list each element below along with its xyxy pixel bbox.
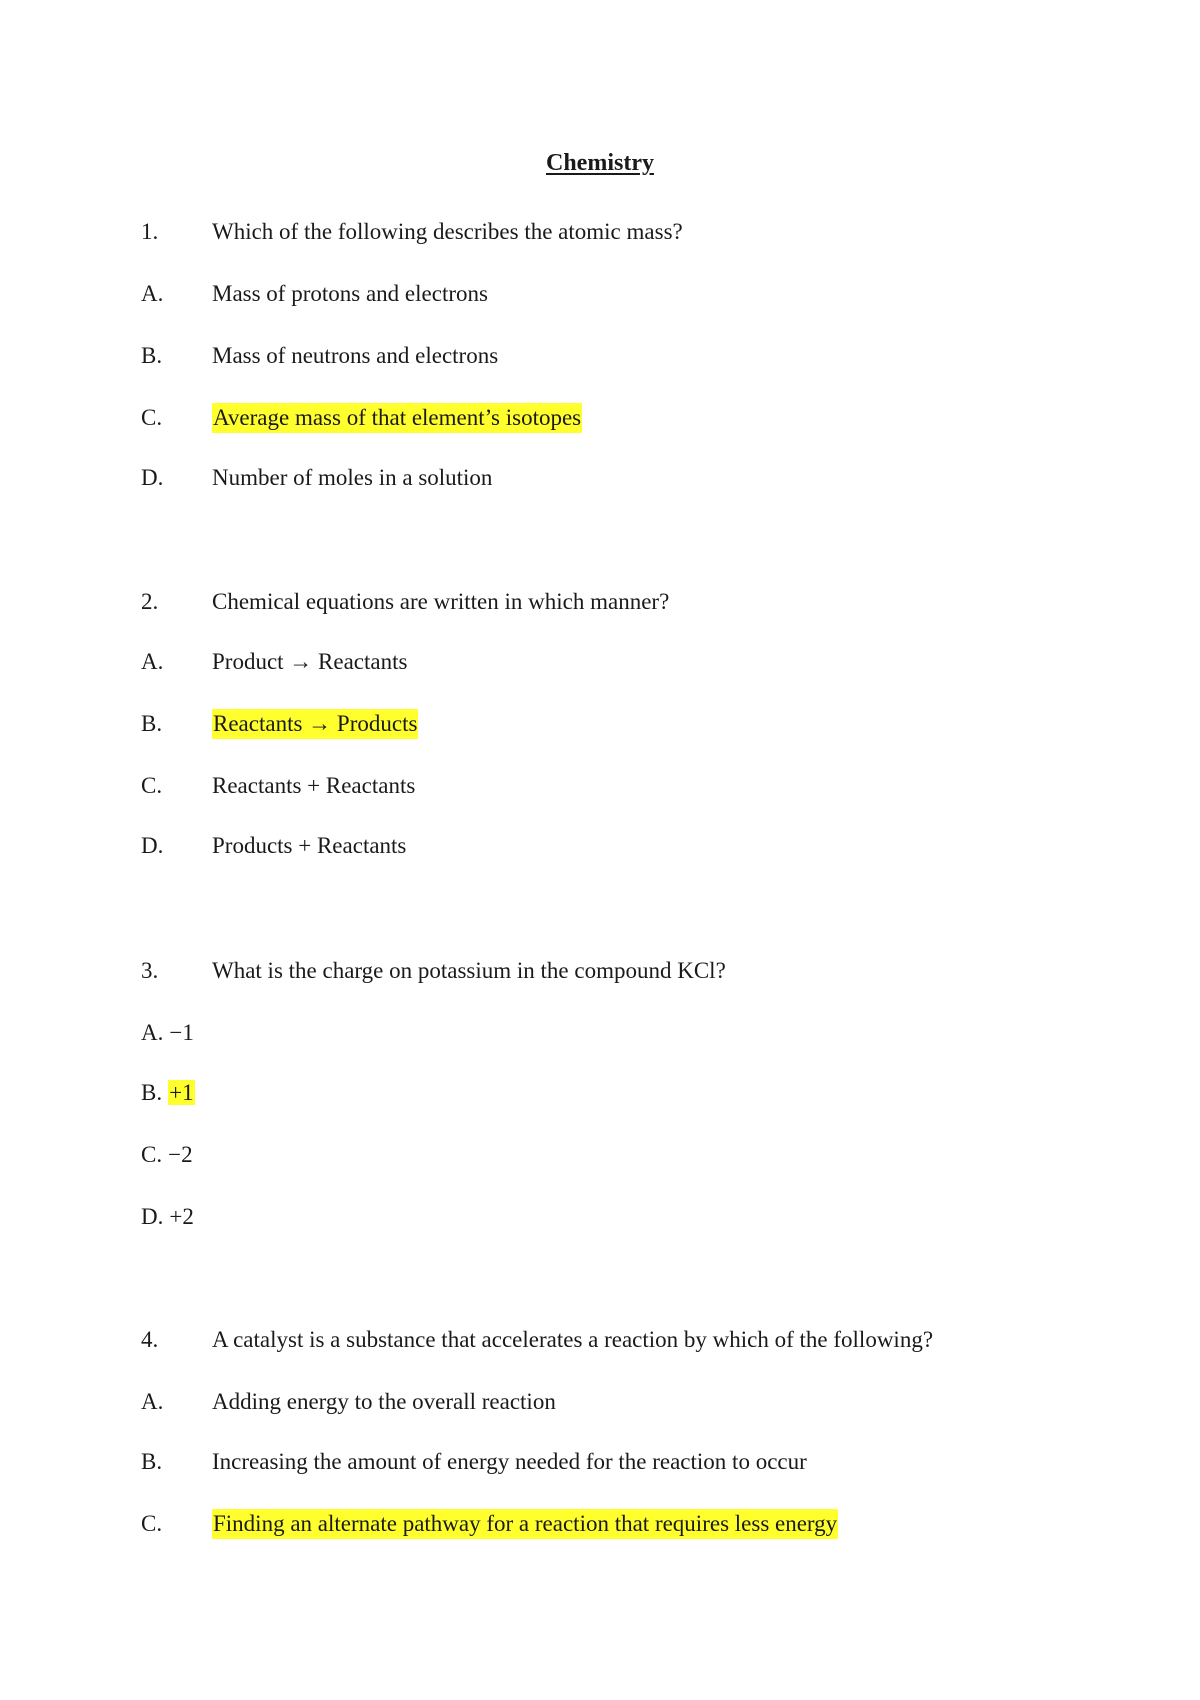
option-text: Number of moles in a solution xyxy=(212,465,493,490)
q3-option-b xyxy=(141,1078,195,1108)
page-title: Chemistry xyxy=(546,150,654,176)
question-text: A catalyst is a substance that accelerates a reaction by which of the following? xyxy=(212,1327,934,1352)
option-label: B. xyxy=(141,1449,163,1474)
q3-option-a xyxy=(141,1018,194,1048)
question-number: 1. xyxy=(141,219,159,244)
option-text: Adding energy to the overall reaction xyxy=(212,1389,556,1414)
option-text-highlighted: +1 xyxy=(169,1080,194,1105)
option-label: B. xyxy=(141,343,163,368)
option-text-highlighted: Average mass of that element’s isotopes xyxy=(212,403,582,433)
question-text: Chemical equations are written in which manner? xyxy=(212,589,670,614)
option-text-highlighted: Reactants → Products xyxy=(212,709,418,739)
question-number: 2. xyxy=(141,589,159,614)
option-text: −2 xyxy=(168,1142,193,1167)
option-text: Products + Reactants xyxy=(212,833,407,858)
option-label: A. xyxy=(141,1020,164,1045)
option-label: A. xyxy=(141,281,164,306)
option-label: D. xyxy=(141,1204,164,1229)
option-text: Product → Reactants xyxy=(212,649,408,674)
question-number: 3. xyxy=(141,958,159,983)
option-label: B. xyxy=(141,711,163,736)
option-text-highlighted: Finding an alternate pathway for a reaction that requires less energy xyxy=(212,1509,838,1539)
question-text: Which of the following describes the atomic mass? xyxy=(212,219,683,244)
option-label: B. xyxy=(141,1080,163,1105)
option-text: +2 xyxy=(169,1204,194,1229)
option-text: Mass of protons and electrons xyxy=(212,281,488,306)
option-label: D. xyxy=(141,465,164,490)
option-text: Mass of neutrons and electrons xyxy=(212,343,499,368)
option-label: C. xyxy=(141,1511,163,1536)
option-label: C. xyxy=(141,1142,163,1167)
question-number: 4. xyxy=(141,1327,159,1352)
option-text: Increasing the amount of energy needed for the reaction to occur xyxy=(212,1449,807,1474)
option-label: C. xyxy=(141,405,163,430)
option-label: A. xyxy=(141,1389,164,1414)
q3-option-d xyxy=(141,1202,194,1232)
option-label: A. xyxy=(141,649,164,674)
option-label: C. xyxy=(141,773,163,798)
option-text: Reactants + Reactants xyxy=(212,773,416,798)
option-label: D. xyxy=(141,833,164,858)
q3-option-c xyxy=(141,1140,193,1170)
option-text: −1 xyxy=(169,1020,194,1045)
question-text: What is the charge on potassium in the compound KCl? xyxy=(212,958,726,983)
